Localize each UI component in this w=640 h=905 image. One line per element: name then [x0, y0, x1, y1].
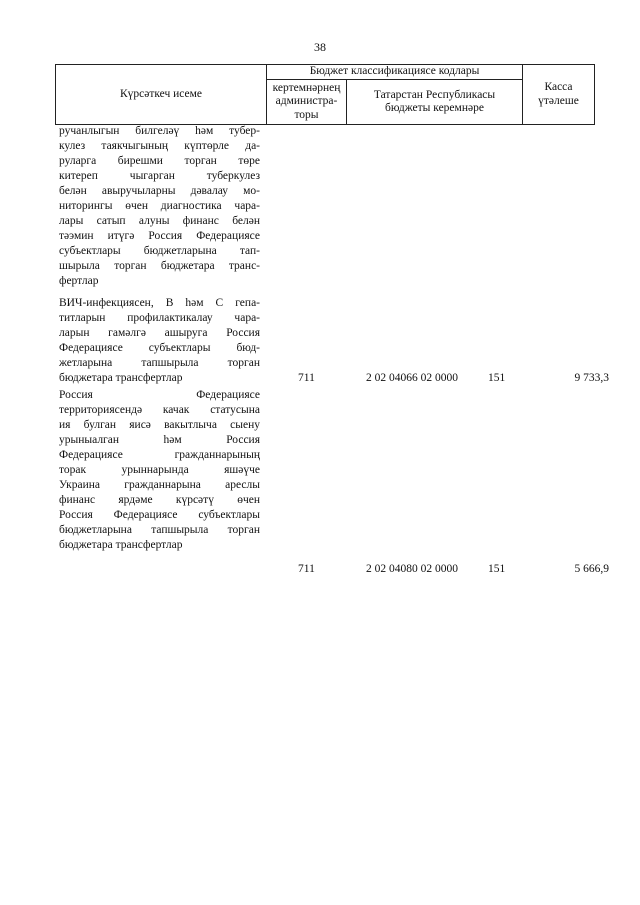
row-3-line: Россия Федерациясе субъектлары: [59, 509, 260, 521]
row-2-revenue-code: 2 02 04066 02 0000: [366, 372, 458, 384]
row-2-line: бюджетара трансфертлар: [59, 372, 183, 384]
header-group-title: Бюджет классификациясе кодлары: [267, 65, 523, 80]
row-3-line: урыныалган һәм Россия: [59, 434, 260, 446]
row-1-line: кулез таякчыгының күптөрле да-: [59, 140, 260, 152]
header-col-name: Күрсәткеч исеме: [56, 65, 267, 125]
row-2-text: [59, 296, 260, 386]
row-2-line: ВИЧ-инфекциясен, В һәм С гепа-: [59, 297, 260, 309]
header-col-kassa: [523, 65, 595, 125]
row-1-line: тәэмин итүгә Россия Федерациясе: [59, 230, 260, 242]
row-3-line: территориясендә качак статусына: [59, 404, 260, 416]
header-col-rt: [347, 80, 523, 125]
row-3-line: Украина гражданнарына ареслы: [59, 479, 260, 491]
row-3-line: Федерациясе гражданнарының: [59, 449, 260, 461]
row-1-line: субъектлары бюджетларына тап-: [59, 245, 260, 257]
row-2-line: ларын гамәлгә ашыруга Россия: [59, 327, 260, 339]
header-col-admin-line: кертемнәрнең: [272, 82, 341, 95]
row-3-line: бюджетара трансфертлар: [59, 539, 183, 551]
row-1-line: ручанлыгын билгеләү һәм тубер-: [59, 125, 260, 137]
row-1-line: шырыла торган бюджетара транс-: [59, 260, 260, 272]
row-3-line: ия булган яисә вакытлыча сыену: [59, 419, 260, 431]
row-3-line: бюджетларына тапшырыла торган: [59, 524, 260, 536]
header-col-rt-line: Татарстан Республикасы: [373, 88, 496, 101]
row-1-text: [59, 124, 260, 289]
row-1-line: ниторингы өчен диагностика чара-: [59, 200, 260, 212]
header-col-admin-line: администра-: [275, 95, 338, 108]
row-3-text: [59, 388, 260, 553]
row-3-line: финанс ярдәме күрсәтү өчен: [59, 494, 260, 506]
row-1-line: руларга бирешми торган төре: [59, 155, 260, 167]
row-2-amount: 9 733,3: [574, 372, 609, 384]
row-1-line: китереп чыгарган туберкулез: [59, 170, 260, 182]
header-col-kassa-line: Касса: [544, 81, 573, 94]
header-table: [55, 64, 595, 125]
row-1-line: лары сатып алуны финанс белән: [59, 215, 260, 227]
row-1-line: фертлар: [59, 275, 99, 287]
row-3-type-code: 151: [488, 563, 506, 575]
row-3-admin-code: 711: [298, 563, 315, 575]
header-col-kassa-line: үтәлеше: [538, 94, 579, 107]
header-col-rt-line: бюджеты керемнәре: [385, 102, 484, 114]
row-2-line: жетларына тапшырыла торган: [59, 357, 260, 369]
header-col-admin-line: торы: [294, 108, 319, 121]
row-3-line: Россия Федерациясе: [59, 389, 260, 401]
header-col-admin: [267, 80, 347, 125]
row-3-amount: 5 666,9: [574, 563, 609, 575]
row-3-revenue-code: 2 02 04080 02 0000: [366, 563, 458, 575]
row-2-admin-code: 711: [298, 372, 315, 384]
row-3-line: торак урыннарында яшәүче: [59, 464, 260, 476]
row-2-type-code: 151: [488, 372, 506, 384]
row-2-line: титларын профилактикалау чара-: [59, 312, 260, 324]
page-number: 38: [314, 40, 326, 54]
row-1-line: белән авыручыларны дәвалау мо-: [59, 185, 260, 197]
row-2-line: Федерациясе субъектлары бюд-: [59, 342, 260, 354]
